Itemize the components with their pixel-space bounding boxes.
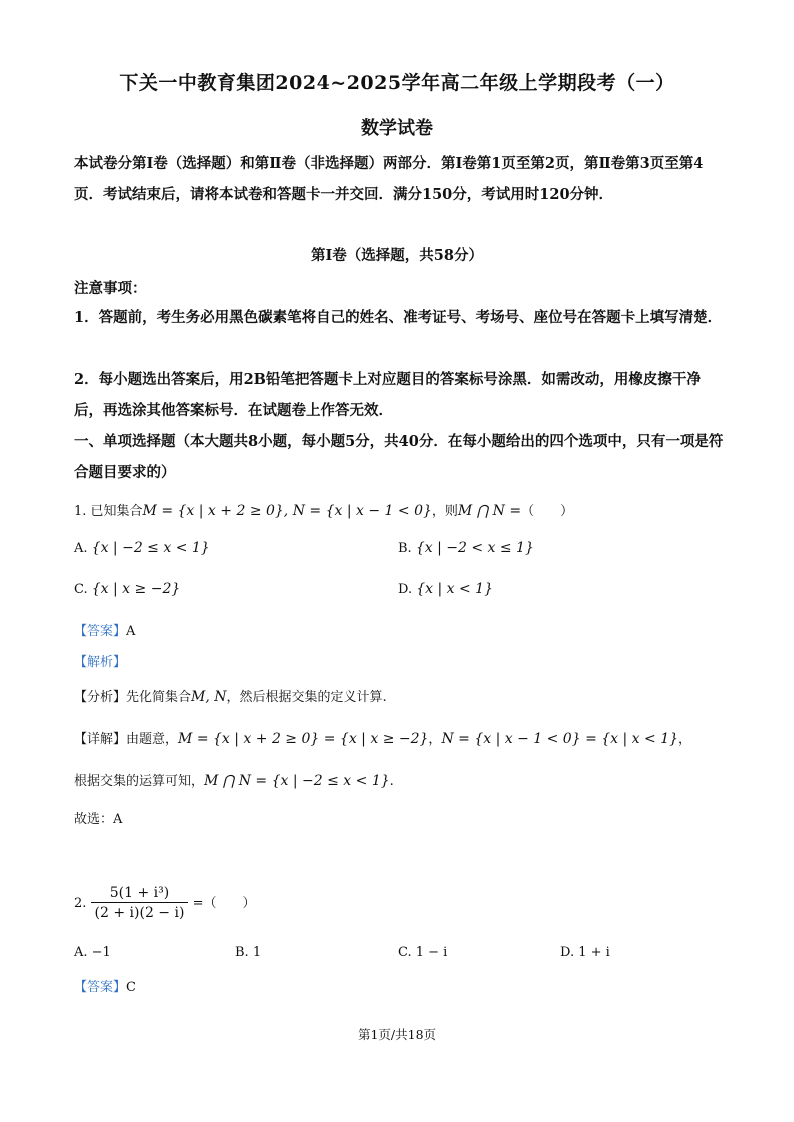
option-label: D. xyxy=(398,582,413,597)
intro-paragraph: 本试卷分第Ⅰ卷（选择题）和第Ⅱ卷（非选择题）两部分．第Ⅰ卷第1页至第2页，第Ⅱ卷第3页至第4页．考试结束后，请将本试卷和答题卡一并交回．满分150分，考试用时120分钟． xyxy=(74,155,704,203)
answer-value: A xyxy=(126,624,136,639)
fraction-denominator: (2 + i)(2 − i) xyxy=(94,905,185,921)
q2-fraction xyxy=(91,884,189,923)
option-text: {x | x ≥ −2} xyxy=(91,581,181,597)
notice-title: 注意事项： xyxy=(74,280,147,297)
q1-analysis xyxy=(74,651,126,670)
q1-prefix: 1. 已知集合 xyxy=(74,504,143,519)
detail-text: ， xyxy=(678,732,692,747)
q1-fenxi xyxy=(74,686,387,705)
option-text: {x | −2 < x ≤ 1} xyxy=(415,540,534,556)
q1-suffix: （ ） xyxy=(521,504,574,519)
part-title: 一、单项选择题（本大题共8小题，每小题5分，共40分．在每小题给出的四个选项中，只有一项是符合题目要求的） xyxy=(74,433,724,481)
exam-subtitle: 数学试卷 xyxy=(361,118,433,139)
detail-text: . xyxy=(389,774,394,789)
q1-math: M = {x | x + 2 ≥ 0}, N = {x | x − 1 < 0} xyxy=(142,503,432,519)
section-heading: 第Ⅰ卷（选择题，共58分） xyxy=(311,247,483,264)
q2-option-b: B. 1 xyxy=(235,945,262,960)
detail-text: 由题意， xyxy=(126,732,179,747)
fenxi-math: M, N xyxy=(191,689,227,705)
fenxi-text: ，然后根据交集的定义计算. xyxy=(226,690,387,705)
fraction-numerator: 5(1 + i³) xyxy=(91,884,189,903)
detail-math: N = {x | x − 1 < 0} = {x | x < 1} xyxy=(441,731,679,747)
option-label: C. xyxy=(74,582,88,597)
answer-tag: 【答案】 xyxy=(74,624,127,639)
q2-number: 2. xyxy=(74,896,87,911)
option-label: B. xyxy=(398,541,412,556)
q2-option-d: D. 1 + i xyxy=(560,945,610,960)
option-label: A. xyxy=(74,541,88,556)
q2-option-c: C. 1 − i xyxy=(398,945,448,960)
q2-option-a: A. −1 xyxy=(74,945,111,960)
notice-item-2: 2．每小题选出答案后，用2B铅笔把答题卡上对应题目的答案标号涂黑．如需改动，用橡皮擦干净后，再选涂其他答案标号．在试题卷上作答无效． xyxy=(74,371,701,419)
q1-detail xyxy=(74,728,691,747)
q1-option-a xyxy=(74,540,210,556)
fenxi-text: 先化简集合 xyxy=(126,690,192,705)
answer-tag: 【答案】 xyxy=(74,980,127,995)
q1-choose: 故选：A xyxy=(74,812,123,827)
analysis-tag: 【解析】 xyxy=(74,655,127,670)
answer-value: C xyxy=(126,980,136,995)
detail-math: M = {x | x + 2 ≥ 0} = {x | x ≥ −2} xyxy=(178,731,429,747)
question-2-stem xyxy=(74,884,255,923)
exam-title: 下关一中教育集团2024~2025学年高二年级上学期段考（一） xyxy=(119,72,675,94)
q1-detail-line2 xyxy=(74,770,394,789)
q1-answer xyxy=(74,620,135,639)
q1-math2: M ⋂ N = xyxy=(457,503,522,519)
option-text: {x | x < 1} xyxy=(416,581,493,597)
option-text: {x | −2 ≤ x < 1} xyxy=(91,540,210,556)
question-1-stem xyxy=(74,500,573,519)
q1-mid: ，则 xyxy=(431,504,458,519)
detail-tag: 【详解】 xyxy=(74,732,127,747)
fenxi-tag: 【分析】 xyxy=(74,690,127,705)
q2-answer xyxy=(74,976,136,995)
q1-option-c xyxy=(74,581,180,597)
q1-option-b xyxy=(398,540,534,556)
detail-text: ， xyxy=(428,732,442,747)
detail-math: M ⋂ N = {x | −2 ≤ x < 1} xyxy=(204,773,390,789)
detail-text: 根据交集的运算可知， xyxy=(74,774,205,789)
q1-option-d xyxy=(398,581,493,597)
q2-eq: =（ ） xyxy=(192,896,256,911)
page-footer: 第1页/共18页 xyxy=(357,1027,437,1042)
notice-item-1: 1．答题前，考生务必用黑色碳素笔将自己的姓名、准考证号、考场号、座位号在答题卡上填写清楚． xyxy=(74,309,723,326)
